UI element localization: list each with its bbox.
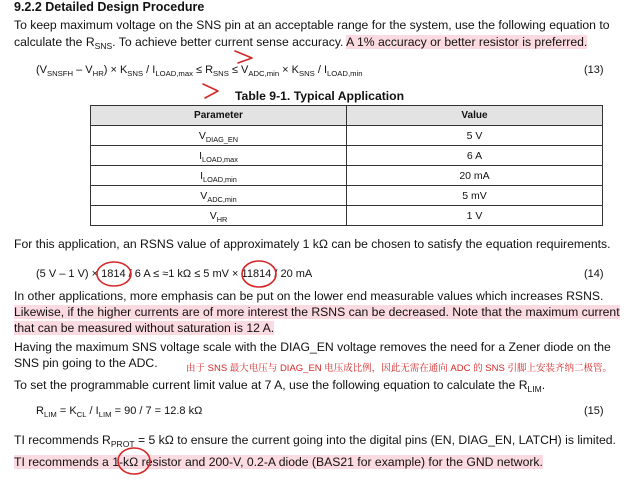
rsns-highlight-1: Likewise, if the higher currents are of more interest the RSNS can be decreased. Note that the maximum current	[14, 305, 620, 319]
rprot-paragraph: TI recommends $R_{PROT} = 5$ kΩ to ensure the current going into the digital pins (EN, DIAG_EN, LATCH) is limited.	[14, 433, 616, 449]
table-row	[91, 126, 603, 146]
typical-application-table	[90, 105, 603, 226]
table-header-value: Value	[347, 106, 603, 126]
chinese-annotation-note: 由于 SNS 最大电压与 DIAG_EN 电压成比例，因此无需在通向 ADC 的 SNS 引脚上安装齐纳二极管。	[186, 363, 612, 374]
table-header-parameter: Parameter	[91, 106, 347, 126]
other-applications-line-2	[14, 305, 620, 320]
other-applications-line-1: In other applications, more emphasis can be put on the lower end measurable values which increases RSNS.	[14, 289, 604, 303]
equation-15-number: (15)	[584, 405, 604, 417]
section-heading: 9.2.2 Detailed Design Procedure	[14, 0, 205, 14]
rsns-highlight-2: that can be measured without saturation is 12 A.	[14, 321, 275, 335]
table-cell-parameter: $V_{DIAG\_EN}$	[91, 126, 347, 146]
gnd-paragraph	[14, 455, 543, 470]
table-row	[91, 206, 603, 226]
equation-13: $(V_{SNSFH} - V_{HR}) \times K_{SNS} / I_{LOAD,max} \le R_{SNS} \le V_{ADC,min} \times K_{SNS} / I_{LOAD,min}$	[36, 64, 363, 78]
table-cell-value: 5 mV	[347, 186, 603, 206]
annotation-greater-mark-2	[203, 84, 218, 98]
table-cell-parameter: $I_{LOAD,max}$	[91, 146, 347, 166]
accuracy-highlight: A 1% accuracy or better resistor is preferred.	[346, 35, 588, 49]
intro-line-2: calculate the $R_{SNS}$. To achieve better current sense accuracy. A 1% accuracy or better resistor is preferred.	[14, 35, 588, 51]
max-sns-line-2: SNS pin going to the ADC.	[14, 356, 158, 370]
table-cell-value: 20 mA	[347, 166, 603, 186]
application-paragraph: For this application, an RSNS value of approximately 1 kΩ can be chosen to satisfy the equation requirements.	[14, 237, 611, 251]
table-row	[91, 166, 603, 186]
rlim-paragraph: To set the programmable current limit value at 7 A, use the following equation to calculate the $R_{LIM}$.	[14, 378, 546, 394]
equation-13-number: (13)	[584, 64, 604, 76]
equation-15: $R_{LIM} = K_{CL} / I_{LIM} = 90 / 7 = 12.8$ kΩ	[36, 405, 203, 419]
equation-14-value-1814: 1814	[101, 268, 126, 280]
equation-14: (5 V – 1 V) × 1814 / 6 A ≤ ≈1 kΩ ≤ 5 mV × 11814 / 20 mA	[36, 268, 313, 280]
intro-line-1: To keep maximum voltage on the SNS pin at an acceptable range for the system, use the following equation to	[14, 18, 610, 32]
table-header-row	[91, 106, 603, 126]
table-cell-value: 5 V	[347, 126, 603, 146]
table-cell-value: 1 V	[347, 206, 603, 226]
table-row	[91, 146, 603, 166]
table-cell-value: 6 A	[347, 146, 603, 166]
table-row	[91, 186, 603, 206]
annotation-greater-mark-1	[235, 51, 252, 63]
table-cell-parameter: $V_{ADC,min}$	[91, 186, 347, 206]
equation-14-value-11814: 11814	[241, 268, 272, 280]
table-cell-parameter: $I_{LOAD,min}$	[91, 166, 347, 186]
equation-14-number: (14)	[584, 268, 604, 280]
other-applications-line-3	[14, 321, 274, 336]
table-title: Table 9-1. Typical Application	[235, 89, 405, 103]
gnd-highlight: TI recommends a 1-kΩ resistor and 200-V, 0.2-A diode (BAS21 for example) for the GND network.	[14, 455, 543, 469]
max-sns-line-1: Having the maximum SNS voltage scale with the DIAG_EN voltage removes the need for a Zener diode on the	[14, 340, 611, 354]
table-cell-parameter: $V_{HR}$	[91, 206, 347, 226]
